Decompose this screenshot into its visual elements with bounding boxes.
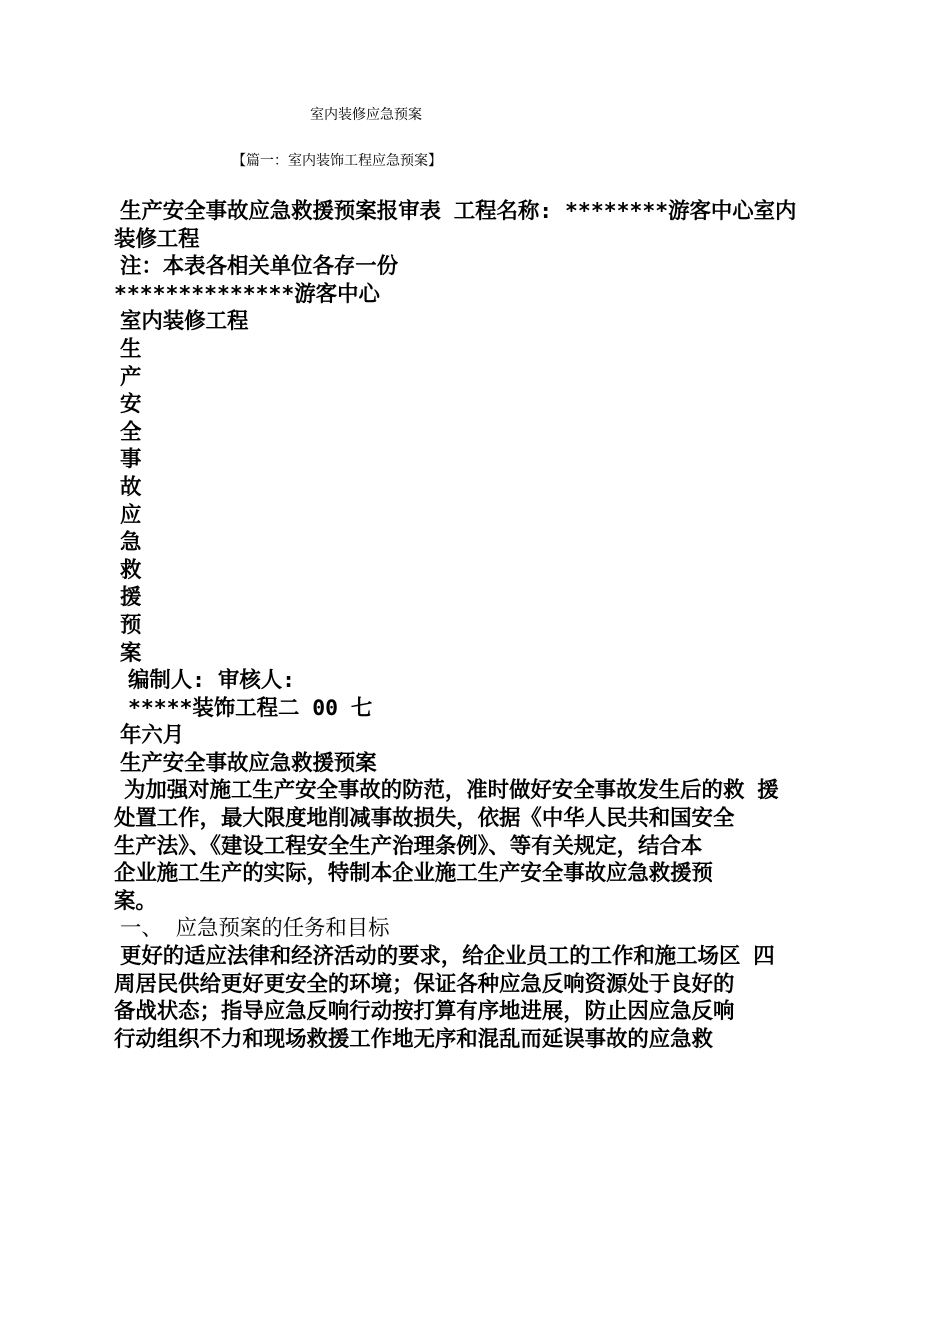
company-date-line: *****装饰工程二 00 七 (128, 695, 373, 721)
signatories-line: 编制人: 审核人: (128, 668, 295, 694)
paragraph-line: 周居民供给更好更安全的环境；保证各种应急反响资源处于良好的 (114, 971, 735, 997)
paragraph-line: 案。 (114, 888, 157, 914)
date-line: 年六月 (120, 723, 185, 749)
vertical-title-char: 救 (120, 557, 142, 583)
subsection-heading: 一、 应急预案的任务和目标 (120, 916, 390, 942)
project-name-line: **************游客中心 (114, 281, 380, 307)
paragraph-line: 备战状态；指导应急反响行动按打算有序地进展，防止因应急反响 (114, 999, 735, 1025)
document-body (114, 198, 826, 1053)
document-subtitle: 【篇一：室内装饰工程应急预案】 (232, 153, 442, 169)
note-line: 注：本表各相关单位各存一份 (120, 254, 399, 280)
section-heading: 生产安全事故应急救援预案 (120, 750, 377, 776)
project-subname-line: 室内装修工程 (120, 309, 249, 335)
vertical-title-char: 援 (120, 585, 142, 611)
paragraph-line: 企业施工生产的实际，特制本企业施工生产安全事故应急救援预 (114, 861, 713, 887)
vertical-title-char: 案 (120, 640, 142, 666)
vertical-title-char: 生 (120, 336, 142, 362)
document-title: 室内装修应急预案 (310, 107, 422, 123)
paragraph-line: 更好的适应法律和经济活动的要求，给企业员工的工作和施工场区 四 (120, 944, 775, 970)
vertical-title-char: 事 (120, 447, 142, 473)
vertical-title-char: 全 (120, 419, 142, 445)
vertical-title-char: 故 (120, 474, 142, 500)
paragraph-line: 处置工作，最大限度地削减事故损失，依据《中华人民共和国安全 (114, 806, 735, 832)
paragraph-line: 为加强对施工生产安全事故的防范，准时做好安全事故发生后的救 援 (124, 778, 779, 804)
form-title-line-cont: 装修工程 (114, 226, 200, 252)
vertical-title-char: 产 (120, 364, 142, 390)
form-title-line: 生产安全事故应急救援预案报审表 工程名称: ********游客中心室内 (120, 199, 797, 224)
vertical-title-char: 安 (120, 392, 142, 418)
vertical-title-char: 应 (120, 502, 142, 528)
paragraph-line: 行动组织不力和现场救援工作地无序和混乱而延误事故的应急救 (114, 1026, 713, 1052)
vertical-title-char: 急 (120, 530, 142, 556)
paragraph-line: 生产法》、《建设工程安全生产治理条例》、等有关规定，结合本 (114, 833, 703, 859)
vertical-title-char: 预 (120, 612, 142, 638)
